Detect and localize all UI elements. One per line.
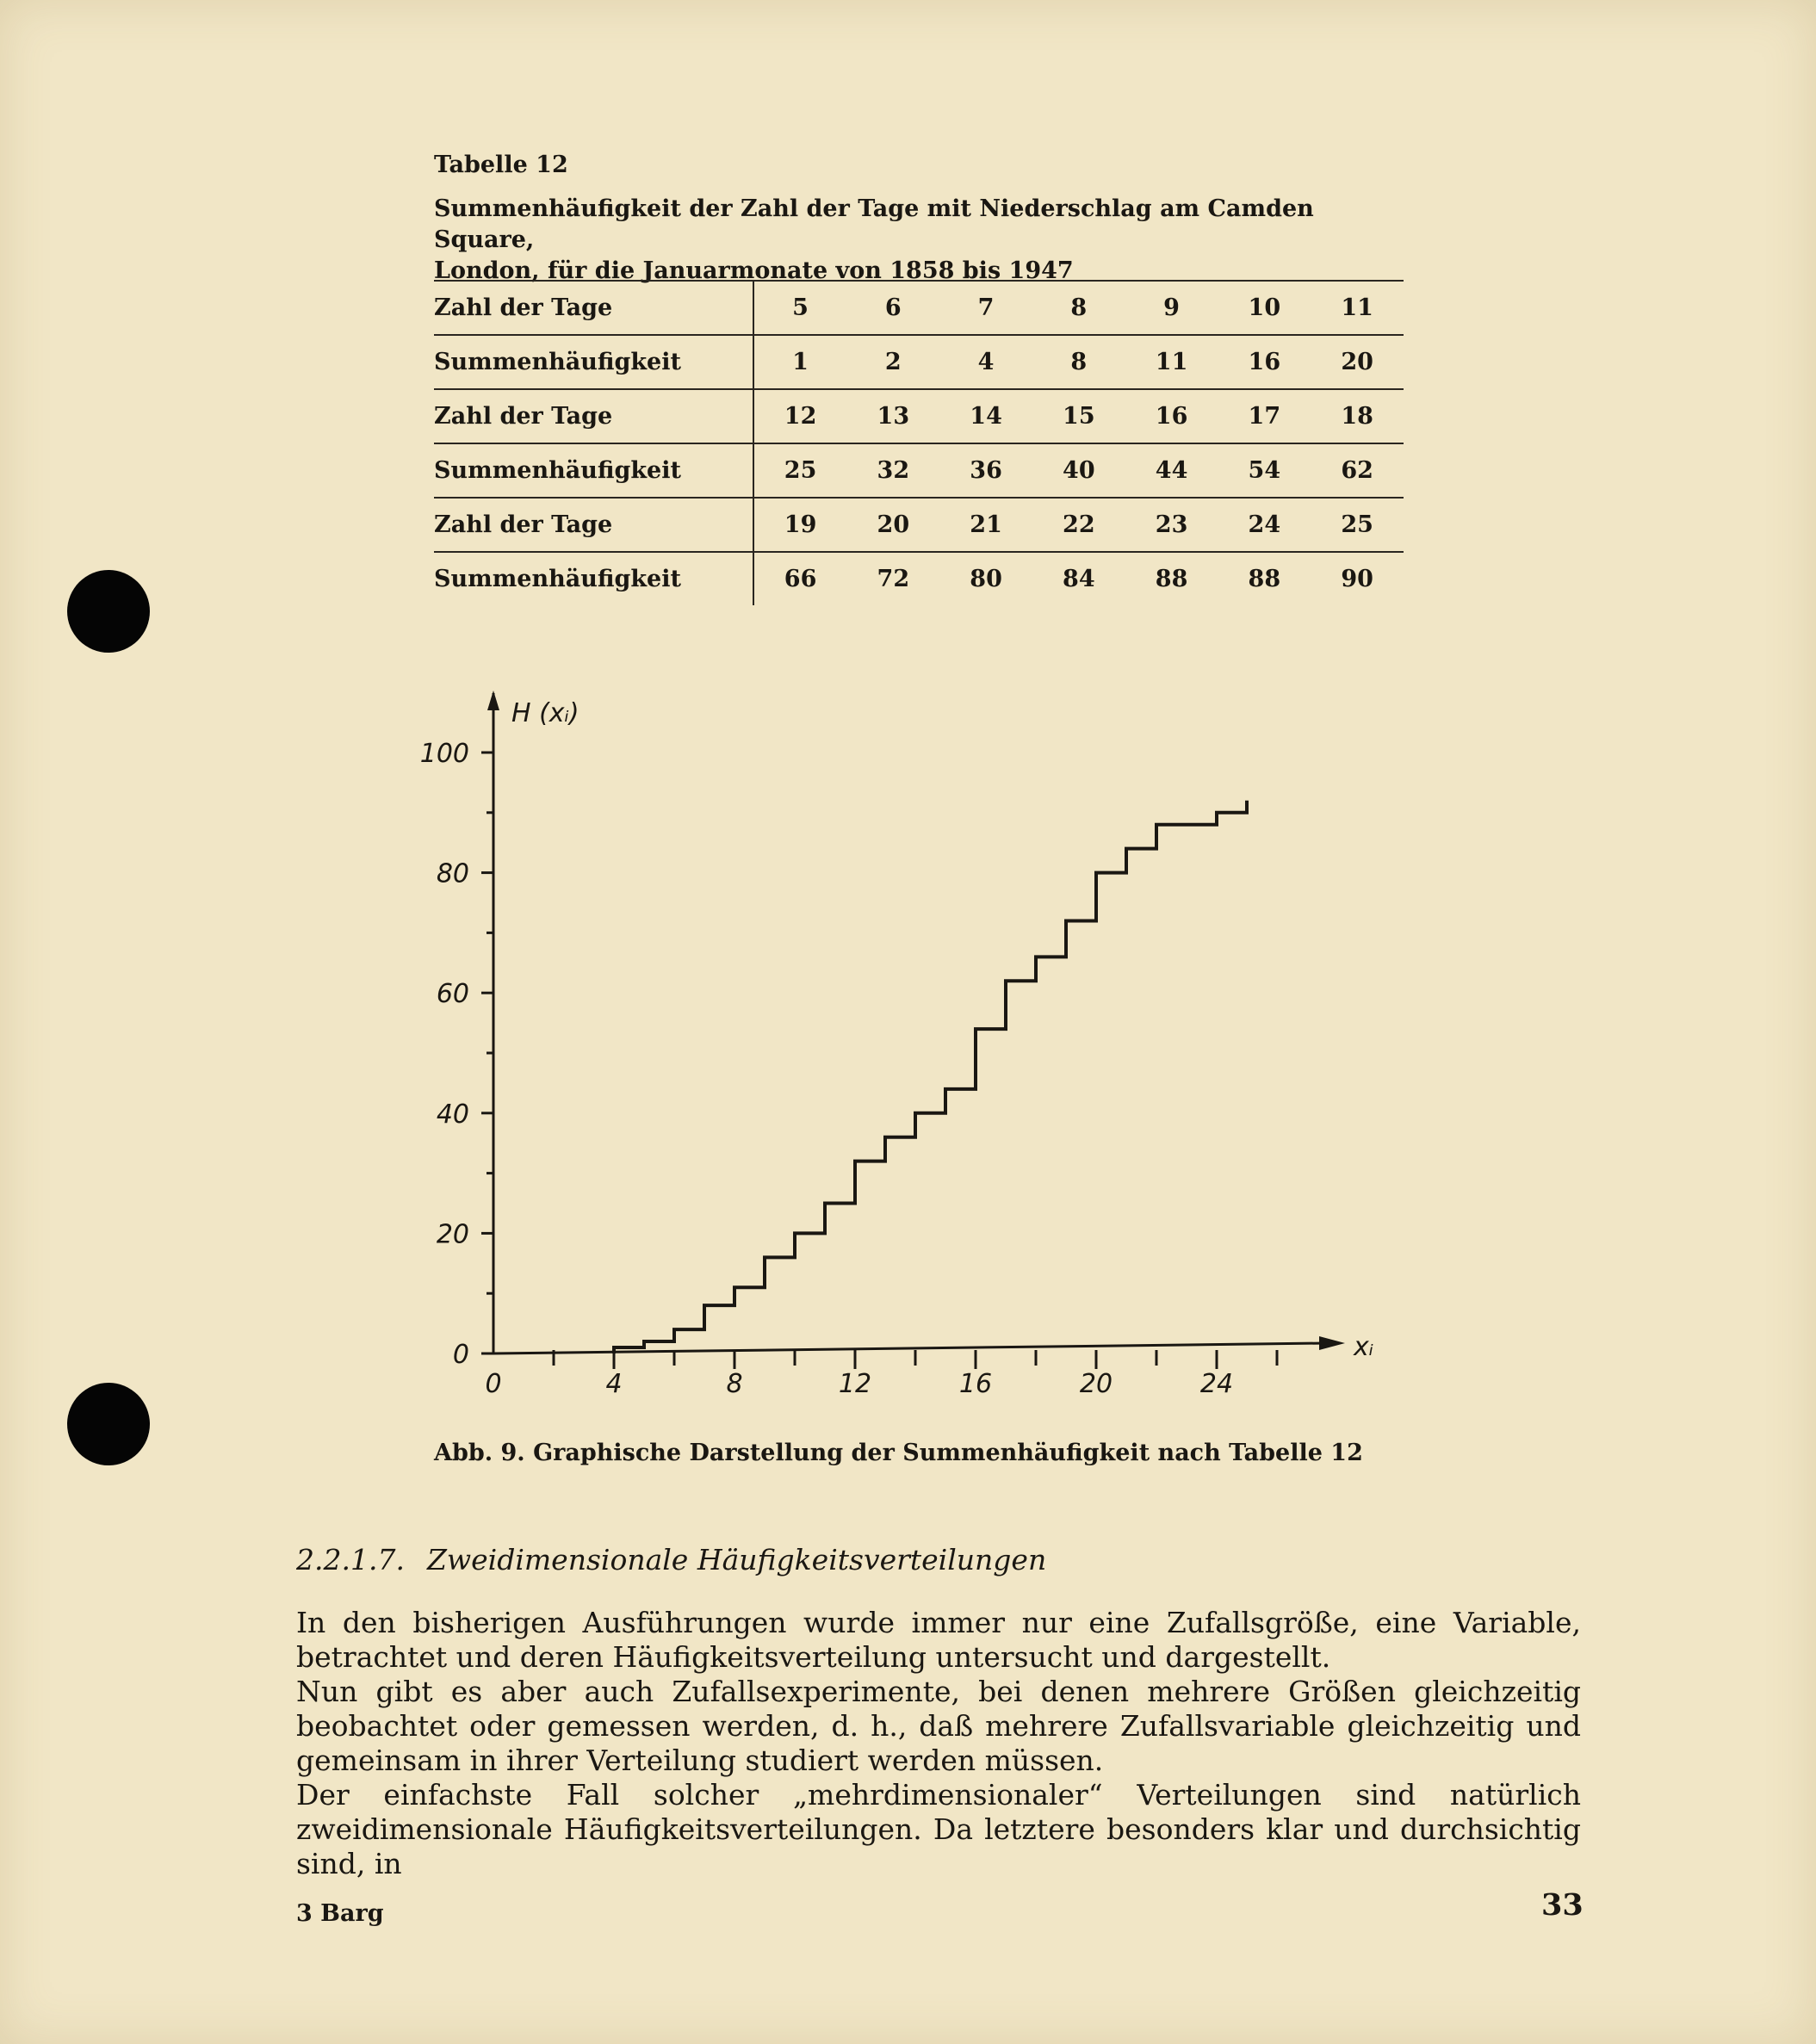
table-cell: 54 — [1218, 443, 1311, 498]
y-tick-label: 40 — [436, 1099, 469, 1130]
y-axis-title: H (xᵢ) — [511, 698, 580, 728]
row-label: Summenhäufigkeit — [434, 552, 753, 605]
x-tick-label: 24 — [1199, 1369, 1234, 1399]
table-cell: 72 — [877, 566, 910, 592]
x-tick-label: 12 — [838, 1369, 872, 1399]
paragraph: Nun gibt es aber auch Zufallsexperimente, bei denen mehrere Größen gleichzeitig beobachtet oder gemessen werden, d. h., daß mehrere Zufallsvariable gleichzeitig und gemeinsam in ihrer Verteilung studiert werden müssen. — [296, 1675, 1581, 1777]
table-cell: 4 — [939, 335, 1032, 389]
y-tick-label: 60 — [436, 979, 469, 1010]
table-cell: 22 — [1032, 498, 1125, 552]
x-tick-label: 0 — [485, 1369, 502, 1399]
row-label: Zahl der Tage — [434, 498, 753, 552]
section-number: 2.2.1.7. — [296, 1543, 405, 1576]
table-cell: 32 — [846, 443, 939, 498]
table-cell: 44 — [1125, 443, 1218, 498]
table-cell: 6 — [846, 281, 939, 335]
table-cell: 18 — [1311, 389, 1404, 443]
table-cell: 90 — [1341, 566, 1373, 592]
table-cell: 21 — [939, 498, 1032, 552]
table-cell: 24 — [1218, 498, 1311, 552]
row-label: Zahl der Tage — [434, 281, 753, 335]
page-number: 33 — [1541, 1887, 1584, 1923]
table-cell: 84 — [1063, 566, 1095, 592]
body-text — [296, 1606, 1581, 1881]
table-cell: 8 — [1032, 281, 1125, 335]
table-cell: 25 — [753, 443, 847, 498]
table-cell: 88 — [1248, 566, 1281, 592]
x-tick-label: 8 — [726, 1369, 743, 1399]
table-cell: 80 — [970, 566, 1002, 592]
table-cell: 23 — [1125, 498, 1218, 552]
table-cell: 25 — [1311, 498, 1404, 552]
table-title-line-2: London, für die Januarmonate von 1858 bis 1947 — [434, 257, 1074, 284]
table-cell: 16 — [1125, 389, 1218, 443]
y-tick-label: 80 — [436, 858, 469, 889]
table-cell: 11 — [1311, 281, 1404, 335]
table-cell: 16 — [1218, 335, 1311, 389]
x-tick-label: 4 — [605, 1369, 623, 1399]
table-cell: 20 — [1311, 335, 1404, 389]
table-cell: 20 — [846, 498, 939, 552]
table-cell: 9 — [1125, 281, 1218, 335]
row-label: Zahl der Tage — [434, 389, 753, 443]
x-axis-arrowhead — [1319, 1336, 1345, 1350]
y-tick-label: 20 — [436, 1219, 469, 1250]
row-label: Summenhäufigkeit — [434, 443, 753, 498]
y-tick-label: 100 — [419, 739, 469, 769]
table-cell: 66 — [784, 566, 817, 592]
table-cell: 5 — [753, 281, 847, 335]
table-cell: 19 — [753, 498, 847, 552]
table-cell: 11 — [1125, 335, 1218, 389]
table-cell: 17 — [1218, 389, 1311, 443]
table-cell: 7 — [939, 281, 1032, 335]
table-cell: 14 — [939, 389, 1032, 443]
table-cell: 88 — [1155, 566, 1188, 592]
printer-signature: 3 Barg — [296, 1900, 384, 1927]
table-title-line-1: Summenhäufigkeit der Zahl der Tage mit Niederschlag am Camden Square, — [434, 195, 1314, 253]
x-axis-title: xᵢ — [1354, 1332, 1374, 1362]
section-heading — [296, 1543, 1046, 1576]
figure-caption: Abb. 9. Graphische Darstellung der Summenhäufigkeit nach Tabelle 12 — [434, 1440, 1363, 1466]
table-cell: 2 — [846, 335, 939, 389]
y-tick-label: 0 — [452, 1340, 469, 1370]
table-cell: 13 — [846, 389, 939, 443]
table-cell: 15 — [1032, 389, 1125, 443]
section-title: Zweidimensionale Häufigkeitsverteilungen — [426, 1543, 1047, 1576]
row-label: Summenhäufigkeit — [434, 335, 753, 389]
table-cell: 10 — [1218, 281, 1311, 335]
table-cell: 8 — [1032, 335, 1125, 389]
table-label: Tabelle 12 — [434, 152, 568, 178]
table-cell: 40 — [1032, 443, 1125, 498]
table-cell: 12 — [753, 389, 847, 443]
table-cell: 62 — [1311, 443, 1404, 498]
y-axis-arrowhead — [487, 691, 499, 710]
paragraph: In den bisherigen Ausführungen wurde immer nur eine Zufallsgröße, eine Variable, betrachtet und deren Häufigkeitsverteilung untersucht und dargestellt. — [296, 1606, 1581, 1674]
x-tick-label: 20 — [1079, 1369, 1113, 1399]
paragraph: Der einfachste Fall solcher „mehrdimensionaler“ Verteilungen sind natürlich zweidimensionale Häufigkeitsverteilungen. Da letztere besonders klar und durchsichtig sind, in — [296, 1778, 1581, 1880]
x-tick-label: 16 — [958, 1369, 993, 1399]
cumulative-frequency-step-line — [614, 801, 1247, 1353]
table-cell: 36 — [939, 443, 1032, 498]
table-cell: 1 — [753, 335, 847, 389]
